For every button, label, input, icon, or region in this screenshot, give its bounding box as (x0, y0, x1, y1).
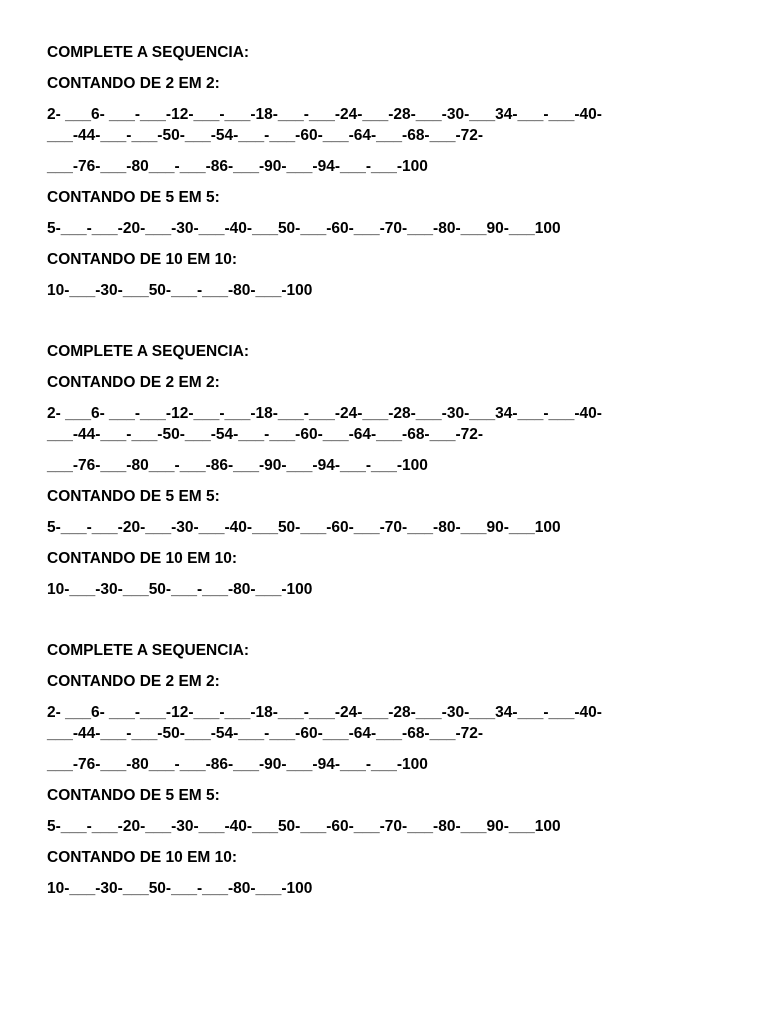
count-by-5-sequence-line: 5-___-___-20-___-30-___-40-___50-___-60-___-70-___-80-___90-___100 (47, 519, 561, 536)
count-by-10-sequence-line: 10-___-30-___50-___-___-80-___-100 (47, 581, 313, 598)
count-by-2-heading: CONTANDO DE 2 EM 2: (47, 75, 220, 92)
count-by-2-sequence-line: ___-44-___-___-50-___-54-___-___-60-___-64-___-68-___-72- (47, 725, 484, 742)
count-by-2-heading: CONTANDO DE 2 EM 2: (47, 673, 220, 690)
count-by-2-sequence-line: ___-44-___-___-50-___-54-___-___-60-___-64-___-68-___-72- (47, 426, 484, 443)
count-by-5-heading: CONTANDO DE 5 EM 5: (47, 189, 220, 206)
count-by-5-heading: CONTANDO DE 5 EM 5: (47, 488, 220, 505)
count-by-2-sequence-line: ___-76-___-80___-___-86-___-90-___-94-___-___-100 (47, 457, 428, 474)
count-by-10-sequence-line: 10-___-30-___50-___-___-80-___-100 (47, 880, 313, 897)
count-by-10-heading: CONTANDO DE 10 EM 10: (47, 550, 238, 567)
count-by-5-sequence-line: 5-___-___-20-___-30-___-40-___50-___-60-___-70-___-80-___90-___100 (47, 220, 561, 237)
count-by-2-sequence-line: ___-44-___-___-50-___-54-___-___-60-___-64-___-68-___-72- (47, 127, 484, 144)
count-by-2-sequence-line: 2- ___6- ___-___-12-___-___-18-___-___-24-___-28-___-30-___34-___-___-40- (47, 405, 602, 422)
count-by-2-sequence-line: ___-76-___-80___-___-86-___-90-___-94-___-___-100 (47, 158, 428, 175)
count-by-2-sequence-line: 2- ___6- ___-___-12-___-___-18-___-___-24-___-28-___-30-___34-___-___-40- (47, 704, 602, 721)
count-by-2-sequence-line: 2- ___6- ___-___-12-___-___-18-___-___-24-___-28-___-30-___34-___-___-40- (47, 106, 602, 123)
count-by-5-sequence-line: 5-___-___-20-___-30-___-40-___50-___-60-___-70-___-80-___90-___100 (47, 818, 561, 835)
count-by-10-sequence-line: 10-___-30-___50-___-___-80-___-100 (47, 282, 313, 299)
count-by-10-heading: CONTANDO DE 10 EM 10: (47, 849, 238, 866)
count-by-2-sequence-line: ___-76-___-80___-___-86-___-90-___-94-___-___-100 (47, 756, 428, 773)
exercise-title: COMPLETE A SEQUENCIA: (47, 44, 250, 61)
count-by-10-heading: CONTANDO DE 10 EM 10: (47, 251, 238, 268)
exercise-title: COMPLETE A SEQUENCIA: (47, 642, 250, 659)
count-by-2-heading: CONTANDO DE 2 EM 2: (47, 374, 220, 391)
exercise-title: COMPLETE A SEQUENCIA: (47, 343, 250, 360)
count-by-5-heading: CONTANDO DE 5 EM 5: (47, 787, 220, 804)
